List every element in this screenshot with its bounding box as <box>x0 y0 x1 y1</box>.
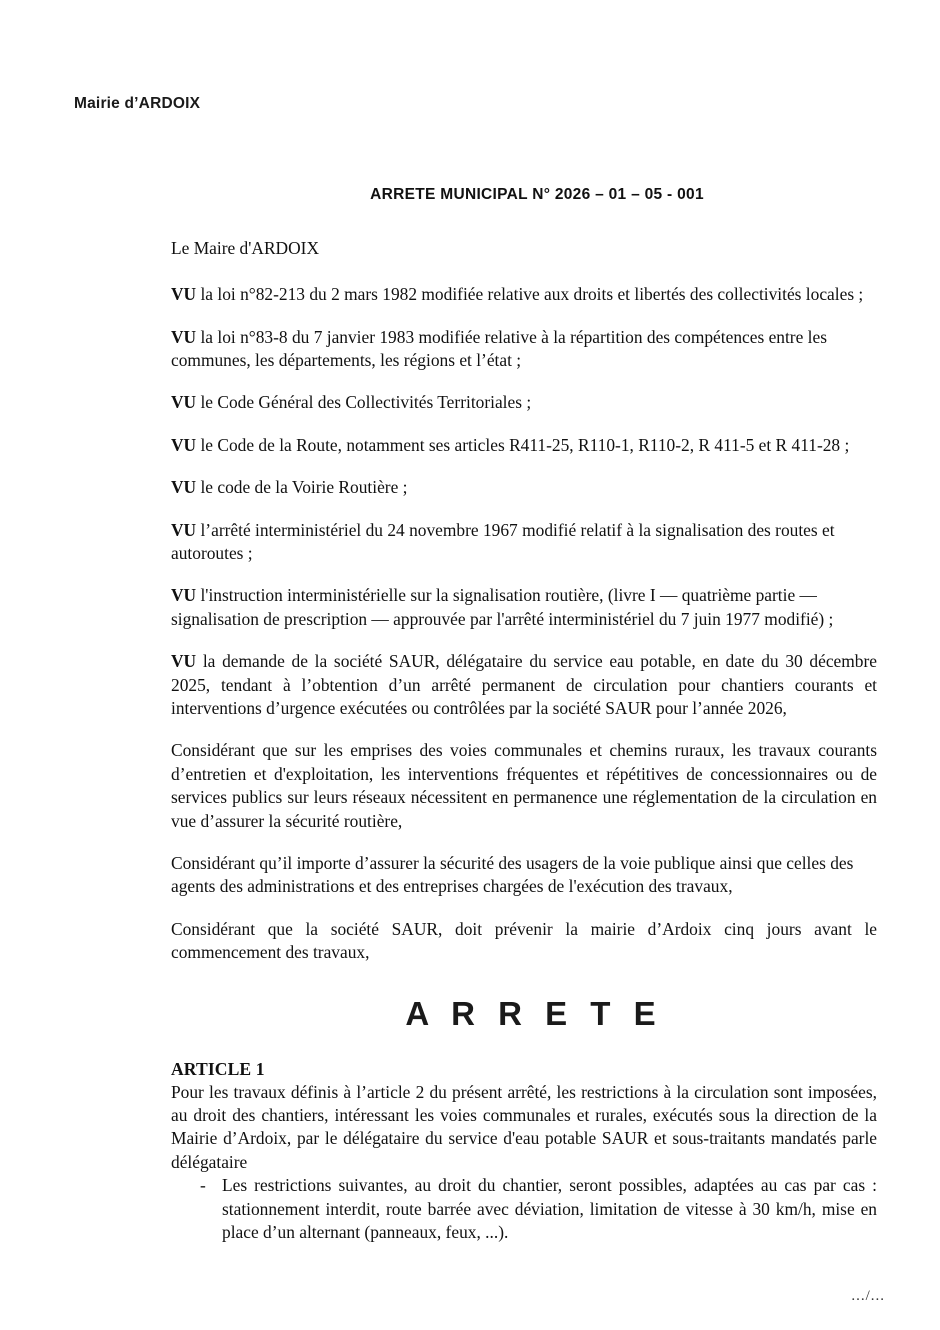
clause-paragraph <box>171 391 877 414</box>
clause-text: Considérant qu’il importe d’assurer la sécurité des usagers de la voie publique ainsi que celles des agents des administrations et des entreprises chargées de l'exécution des travaux, <box>171 853 854 897</box>
article-body: Pour les travaux définis à l’article 2 du présent arrêté, les restrictions à la circulation sont imposées, au droit des chantiers, intéressant les voies communales et rurales, exécutés sous la direction de la Mairie d’Ardoix, par le délégataire du service d'eau potable SAUR et sous-traitants mandatés parle délégataire <box>171 1081 877 1172</box>
clause-paragraph <box>171 584 877 631</box>
clause-paragraph <box>171 434 877 457</box>
page-title: ARRETE MUNICIPAL N° 2026 – 01 – 05 - 001 <box>370 186 704 203</box>
article-title: ARTICLE 1 <box>171 1058 265 1079</box>
clause-lead: VU <box>171 585 197 606</box>
clause-lead: VU <box>171 392 197 413</box>
document-intro: Le Maire d'ARDOIX <box>171 238 320 258</box>
list-item <box>171 1174 877 1244</box>
restrictions-list <box>171 1174 877 1244</box>
clause-text: la loi n°83-8 du 7 janvier 1983 modifiée relative à la répartition des compétences entre les communes, les départements, les régions et l’état ; <box>171 326 827 370</box>
clause-lead: VU <box>171 477 197 498</box>
clause-text: la demande de la société SAUR, délégataire du service eau potable, en date du 30 décembre 2025, tendant à l’obtention d’un arrêté permanent de circulation pour chantiers courants et interventions d’urgence exécutées ou contrôlées par la société SAUR pour l’année 2026, <box>171 651 877 719</box>
clause-paragraph <box>171 650 877 720</box>
considerant-paragraph <box>171 918 877 965</box>
clause-text: l'instruction interministérielle sur la signalisation routière, (livre I — quatrième partie — signalisation de prescription — approuvée par l'arrêté interministériel du 7 juin 1977 modifié) ; <box>171 585 834 629</box>
clause-text: l’arrêté interministériel du 24 novembre 1967 modifié relatif à la signalisation des routes et autoroutes ; <box>171 519 835 563</box>
bullet-dash-icon: - <box>200 1175 206 1196</box>
clause-text: la loi n°82-213 du 2 mars 1982 modifiée relative aux droits et libertés des collectivités locales ; <box>196 284 864 305</box>
clause-text: le Code Général des Collectivités Territoriales ; <box>196 392 532 413</box>
clause-lead: VU <box>171 519 197 540</box>
clause-text: Considérant que sur les emprises des voies communales et chemins ruraux, les travaux courants d’entretien et d'exploitation, les interventions fréquentes et répétitives de concessionnaires ou de services publics sur leurs réseaux nécessitent en permanence une réglementation de la circulation en vue d’assurer la sécurité routière, <box>171 740 877 831</box>
document-body <box>171 186 877 1245</box>
clause-lead: VU <box>171 284 197 305</box>
clause-text: Considérant que la société SAUR, doit prévenir la mairie d’Ardoix cinq jours avant le commencement des travaux, <box>171 918 877 963</box>
page-continuation-mark: .../... <box>851 1288 885 1304</box>
clause-paragraph <box>171 283 877 306</box>
considerant-paragraph <box>171 739 877 833</box>
decision-heading: A R R E T E <box>405 994 663 1032</box>
clause-text: le code de la Voirie Routière ; <box>196 477 408 498</box>
clause-lead: VU <box>171 651 197 672</box>
clause-text: le Code de la Route, notamment ses articles R411-25, R110-1, R110-2, R 411-5 et R 411-28 ; <box>196 434 850 455</box>
clause-lead: VU <box>171 434 197 455</box>
considerant-paragraph <box>171 852 877 899</box>
list-item-text: Les restrictions suivantes, au droit du chantier, seront possibles, adaptées au cas par cas : stationnement interdit, route barrée avec déviation, limitation de vitesse à 30 km/h, mise en place d’un alternant (panneaux, feux, ...). <box>222 1175 877 1243</box>
clause-lead: VU <box>171 326 197 347</box>
clause-paragraph <box>171 326 877 373</box>
clause-paragraph <box>171 519 877 566</box>
letterhead-organization: Mairie d’ARDOIX <box>74 95 201 112</box>
clause-paragraph <box>171 476 877 499</box>
